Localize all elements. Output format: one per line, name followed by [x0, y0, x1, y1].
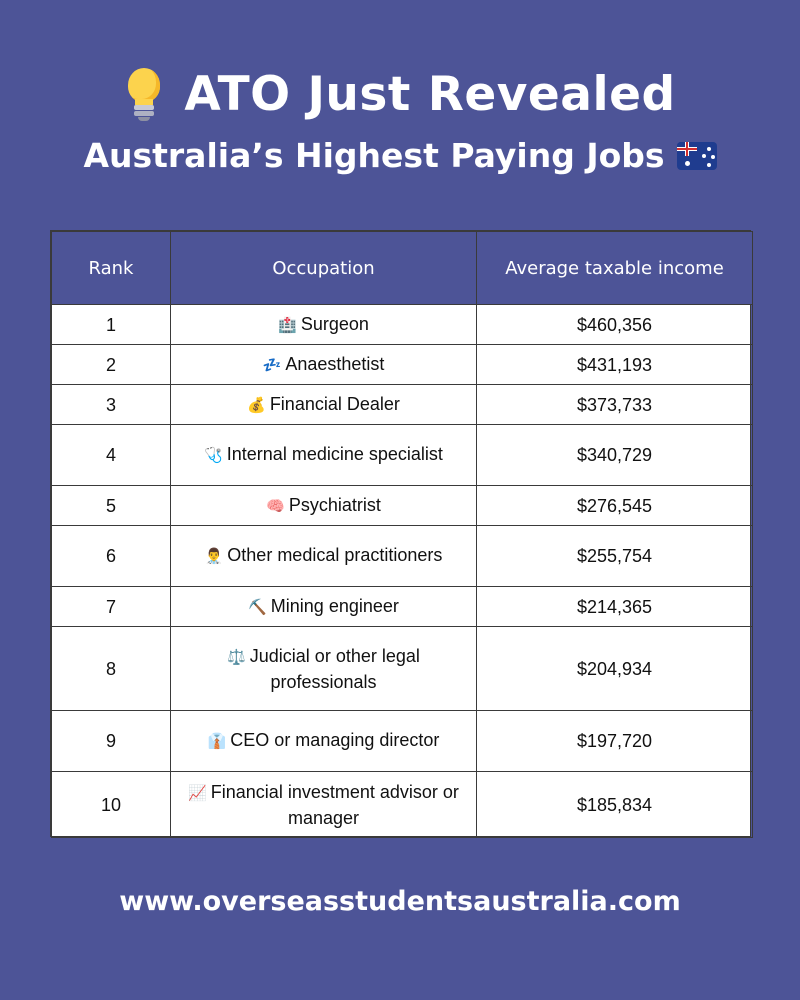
necktie-icon: 👔	[207, 733, 227, 750]
table-row	[52, 587, 753, 627]
occupation-label: Financial investment advisor or manager	[210, 781, 459, 828]
stethoscope-icon: 🩺	[204, 447, 223, 464]
occupation-label: Judicial or other legal professionals	[249, 645, 420, 692]
money-bag-icon: 💰	[247, 396, 266, 414]
rank-cell: 10	[52, 772, 171, 838]
occupation-cell	[171, 305, 477, 345]
income-cell: $255,754	[477, 526, 753, 587]
income-cell: $214,365	[477, 587, 753, 627]
rank-cell: 6	[52, 526, 171, 587]
page-subtitle	[0, 136, 800, 175]
table-row	[52, 345, 753, 385]
occupation-cell	[171, 385, 477, 425]
pick-icon: ⛏️	[248, 598, 267, 616]
subtitle-text: Australia’s Highest Paying Jobs	[83, 136, 665, 175]
occupation-cell	[171, 711, 477, 772]
occupation-cell	[171, 486, 477, 526]
occupation-cell	[171, 627, 477, 711]
table-row	[52, 425, 753, 486]
occupation-cell	[171, 425, 477, 486]
occupation-label: CEO or managing director	[230, 730, 440, 750]
occupation-label: Surgeon	[300, 313, 369, 334]
income-cell: $204,934	[477, 627, 753, 711]
income-cell: $431,193	[477, 345, 753, 385]
scales-icon: ⚖️	[227, 648, 246, 666]
occupation-cell	[171, 587, 477, 627]
occupation-label: Internal medicine specialist	[226, 444, 443, 464]
rank-cell: 9	[52, 711, 171, 772]
rank-cell: 7	[52, 587, 171, 627]
table-row	[52, 711, 753, 772]
occupation-label: Mining engineer	[270, 595, 399, 616]
chart-increasing-icon: 📈	[188, 784, 207, 802]
rank-cell: 2	[52, 345, 171, 385]
income-cell: $197,720	[477, 711, 753, 772]
rank-cell: 4	[52, 425, 171, 486]
table-row	[52, 385, 753, 425]
table-header-row	[52, 232, 753, 305]
column-header-income: Average taxable income	[477, 232, 753, 305]
income-cell: $460,356	[477, 305, 753, 345]
rank-cell: 8	[52, 627, 171, 711]
brain-icon: 🧠	[266, 497, 285, 515]
page-title	[0, 66, 800, 122]
doctor-icon: 👨‍⚕️	[204, 548, 224, 565]
lightbulb-icon	[124, 66, 164, 122]
income-cell: $185,834	[477, 772, 753, 838]
rank-cell: 5	[52, 486, 171, 526]
income-cell: $373,733	[477, 385, 753, 425]
website-link[interactable]: www.overseasstudentsaustralia.com	[119, 886, 681, 917]
column-header-rank: Rank	[52, 232, 171, 305]
occupation-cell	[171, 772, 477, 838]
title-text: ATO Just Revealed	[184, 66, 676, 122]
occupation-cell	[171, 526, 477, 587]
occupation-label: Anaesthetist	[285, 353, 385, 374]
income-table	[50, 230, 751, 837]
occupation-label: Psychiatrist	[288, 494, 381, 515]
occupation-cell	[171, 345, 477, 385]
sleep-icon: 💤	[262, 356, 282, 374]
table-row	[52, 627, 753, 711]
table-row	[52, 305, 753, 345]
occupation-label: Other medical practitioners	[227, 545, 443, 565]
table-row	[52, 526, 753, 587]
australian-flag-icon	[677, 142, 717, 170]
rank-cell: 3	[52, 385, 171, 425]
table-row	[52, 486, 753, 526]
income-cell: $276,545	[477, 486, 753, 526]
income-cell: $340,729	[477, 425, 753, 486]
hospital-icon: 🏥	[278, 316, 297, 334]
table-row	[52, 772, 753, 838]
column-header-occupation: Occupation	[171, 232, 477, 305]
occupation-label: Financial Dealer	[269, 393, 400, 414]
rank-cell: 1	[52, 305, 171, 345]
